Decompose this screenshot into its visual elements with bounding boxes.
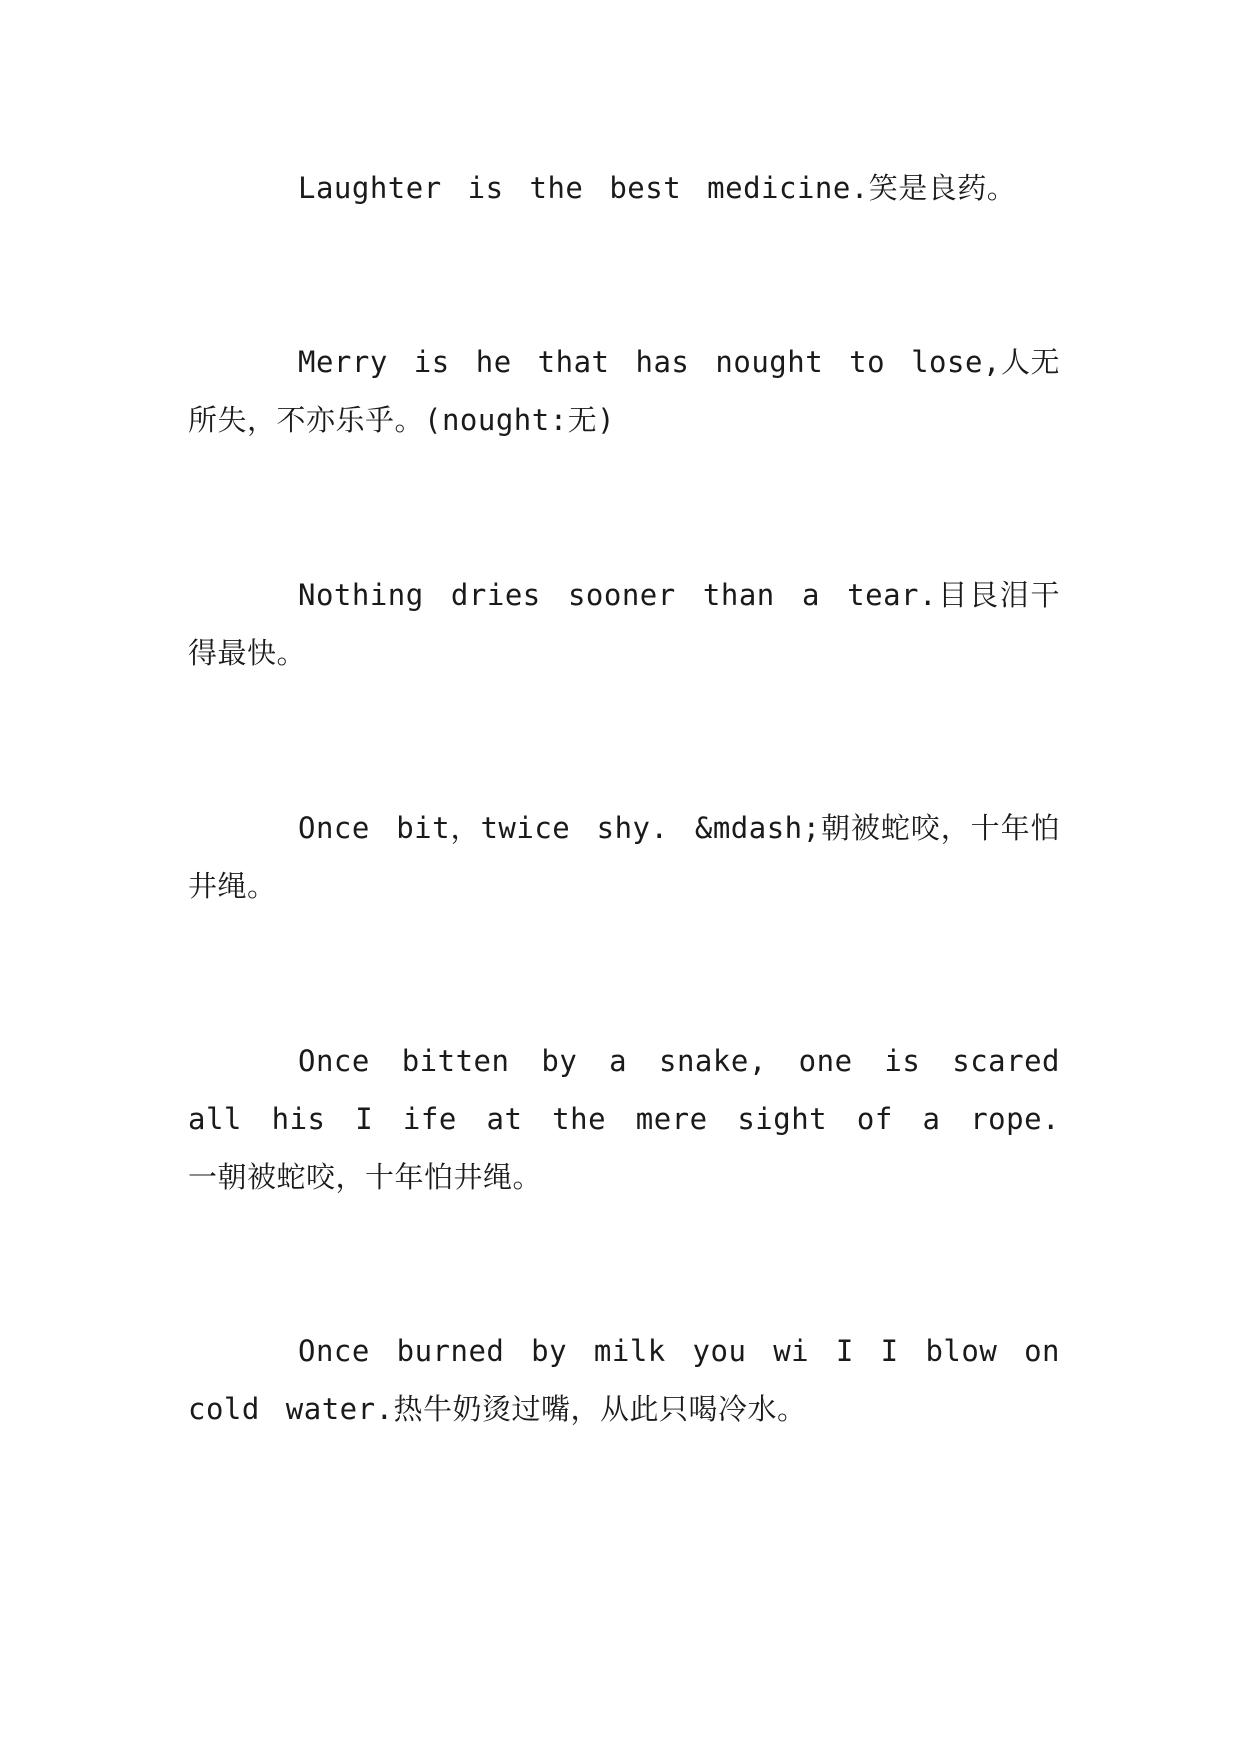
proverb-paragraph-1: Laughter is the best medicine.笑是良药。 <box>298 171 1017 205</box>
proverb-paragraph-4: Once bit，twice shy. &mdash;朝被蛇咬，十年怕井绳。 <box>188 811 1060 903</box>
proverb-paragraph-3: Nothing dries sooner than a tear.目艮泪干得最快。 <box>188 578 1060 670</box>
proverb-paragraph-6: Once burned by milk you wi I I blow on cold water.热牛奶烫过嘴，从此只喝冷水。 <box>188 1334 1060 1426</box>
proverb-paragraph-5: Once bitten by a snake, one is scared all his I ife at the mere sight of a rope. 一朝被蛇咬，十年怕井绳。 <box>188 1044 1060 1194</box>
proverb-paragraph-2: Merry is he that has nought to lose,人无所失，不亦乐乎。(nought:无) <box>188 345 1060 437</box>
